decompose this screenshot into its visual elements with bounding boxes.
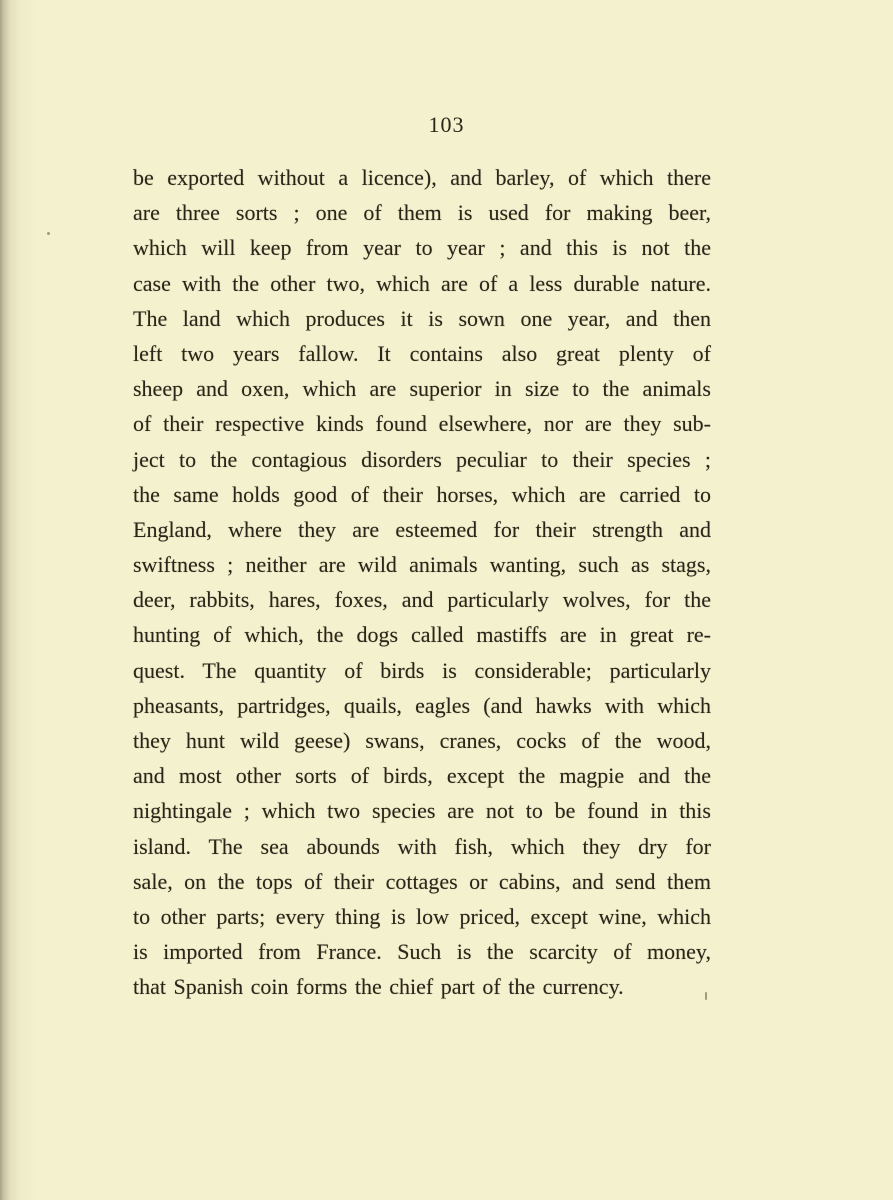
text-line: the same holds good of their horses, which are carried to	[133, 481, 711, 507]
text-line: nightingale ; which two species are not to be found in this	[133, 798, 711, 824]
text-line: left two years fallow. It contains also great plenty of	[133, 340, 711, 366]
text-line: that Spanish coin forms the chief part of the currency.	[133, 974, 624, 1000]
text-line: deer, rabbits, hares, foxes, and particularly wolves, for the	[133, 587, 711, 613]
text-line: of their respective kinds found elsewhere, nor are they sub-	[133, 411, 711, 437]
text-line: sale, on the tops of their cottages or cabins, and send them	[133, 868, 711, 894]
text-line: swiftness ; neither are wild animals wanting, such as stags,	[133, 552, 711, 578]
text-line: they hunt wild geese) swans, cranes, cocks of the wood,	[133, 728, 711, 753]
text-line: sheep and oxen, which are superior in size to the animals	[133, 376, 711, 402]
text-line: island. The sea abounds with fish, which they dry for	[133, 833, 711, 859]
text-line: The land which produces it is sown one year, and then	[133, 305, 711, 331]
text-line: to other parts; every thing is low priced, except wine, which	[133, 903, 711, 929]
text-line: England, where they are esteemed for their strength and	[133, 516, 711, 542]
text-line: quest. The quantity of birds is considerable; particularly	[133, 657, 711, 683]
text-line: case with the other two, which are of a less durable nature.	[133, 270, 711, 296]
text-line: and most other sorts of birds, except the magpie and the	[133, 763, 711, 789]
text-line: is imported from France. Such is the scarcity of money,	[133, 939, 711, 965]
paper-speck	[705, 992, 707, 1000]
page-number: 103	[428, 112, 465, 137]
text-line: ject to the contagious disorders peculiar to their species ;	[133, 446, 711, 472]
text-line: pheasants, partridges, quails, eagles (and hawks with which	[133, 692, 711, 718]
body-text	[133, 160, 711, 1005]
text-line: which will keep from year to year ; and this is not the	[133, 235, 711, 261]
text-line: hunting of which, the dogs called mastiffs are in great re-	[133, 622, 711, 648]
text-line: are three sorts ; one of them is used for making beer,	[133, 200, 711, 226]
text-line: be exported without a licence), and barley, of which there	[133, 165, 711, 190]
paper-speck	[47, 232, 50, 235]
